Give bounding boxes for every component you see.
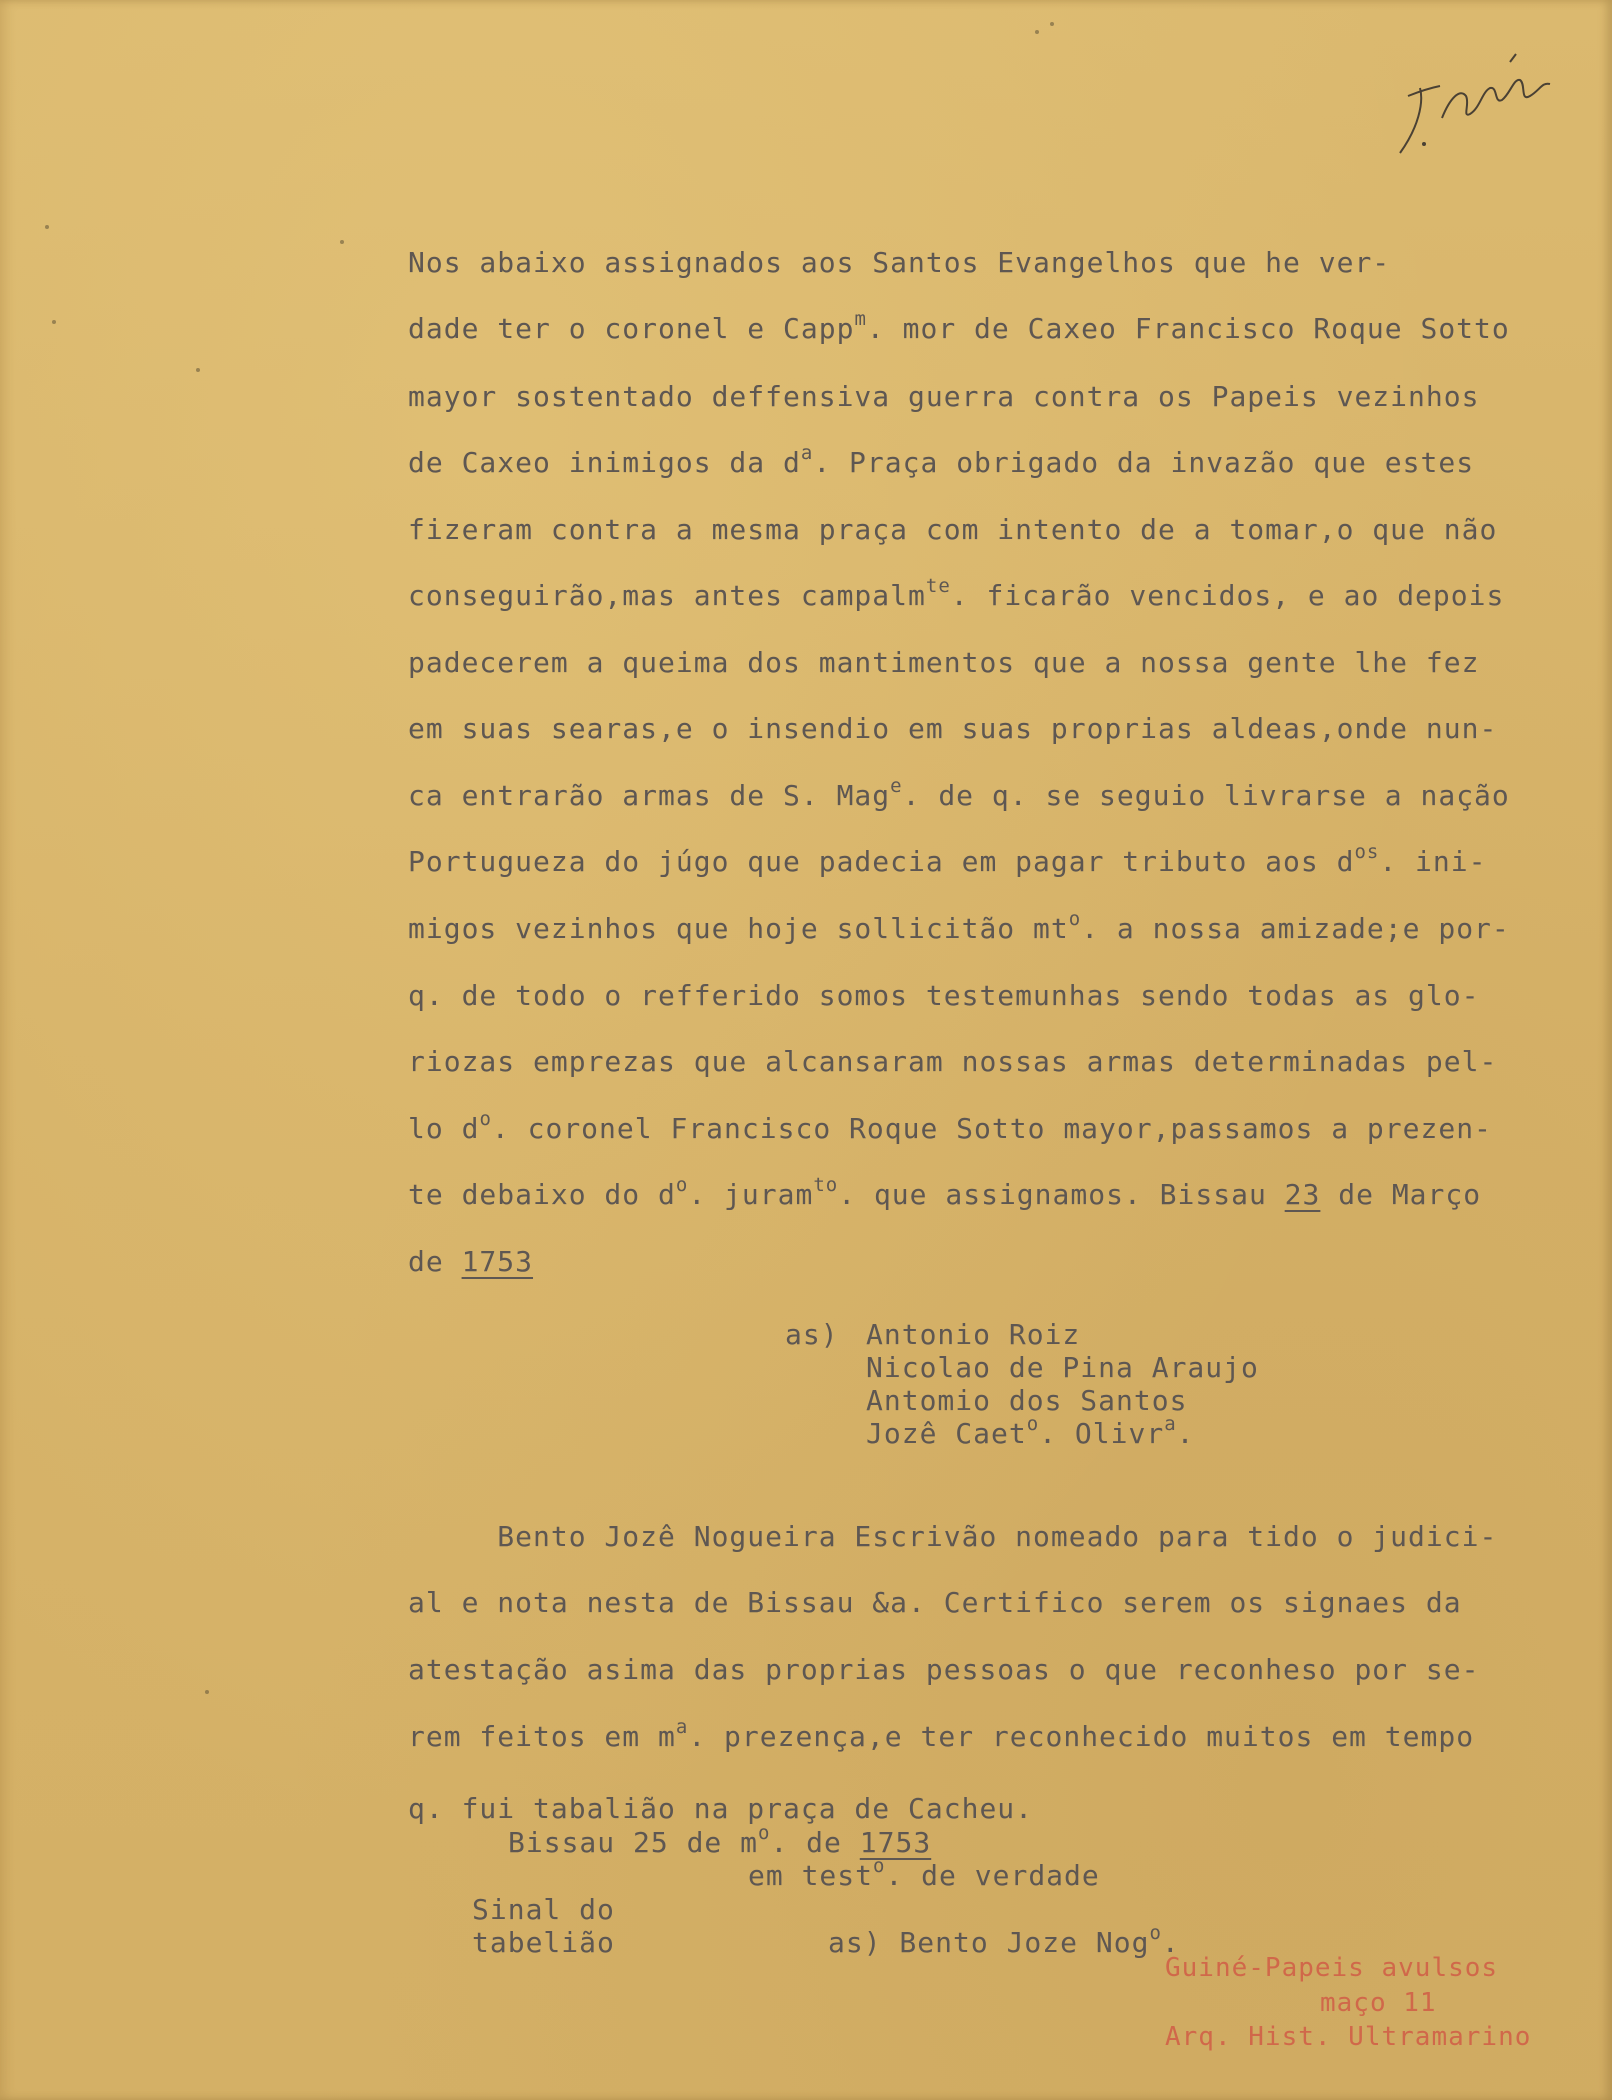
attestation-line: fizeram contra a mesma praça com intento de a tomar,o que não (408, 513, 1498, 546)
paper-speck (196, 368, 200, 372)
certification-line: rem feitos em $m^a$. prezença,e ter reconhecido muitos em tempo (408, 1716, 1475, 1753)
attestation-line: Nos abaixo assignados aos Santos Evangelhos que he ver- (408, 246, 1391, 279)
attestation-line: conseguirão,mas antes campalm$^{te}$. ficarão vencidos, e ao depois (408, 575, 1505, 612)
certification-year: 1753 (859, 1826, 932, 1859)
paper-speck (340, 240, 344, 244)
attestation-line: mayor sostentado deffensiva guerra contra os Papeis vezinhos (408, 380, 1480, 413)
attestation-line: q. de todo o refferido somos testemunhas sendo todas as glo- (408, 979, 1480, 1012)
attestation-line: riozas emprezas que alcansaram nossas armas determinadas pel- (408, 1045, 1498, 1078)
paper-speck (1050, 22, 1054, 26)
attestation-line: de Caxeo inimigos da $d^a$. Praça obrigado da invazão que estes (408, 442, 1475, 479)
attestation-line: ca entrarão armas de S. Mag$^e$. de q. se seguio livrarse a nação (408, 775, 1510, 812)
signatory-name: Nicolao de Pina Araujo (866, 1351, 1259, 1384)
attestation-line: em suas searas,e o insendio em suas proprias aldeas,onde nun- (408, 712, 1498, 745)
seal-label: Sinal do (472, 1893, 615, 1926)
archive-stamp-line: Guiné-Papeis avulsos (1165, 1953, 1499, 1983)
handwritten-initials (1390, 48, 1560, 158)
seal-label: tabelião (472, 1926, 615, 1959)
signatory-name: Antonio Roiz (866, 1318, 1081, 1351)
signatory-name: Jozê Caet$^o$. Olivr$^a$. (866, 1413, 1195, 1450)
signatories-prefix: as) (785, 1318, 839, 1351)
attestation-line: lo $d^o$. coronel Francisco Roque Sotto mayor,passamos a prezen- (408, 1108, 1492, 1145)
attestation-line: Portugueza do júgo que padecia em pagar tributo aos $d^{os}$. ini- (408, 841, 1487, 878)
certification-line: al e nota nesta de Bissau &a. Certifico serem os signaes da (408, 1586, 1462, 1619)
archive-stamp-line: maço 11 (1320, 1988, 1437, 2018)
certification-place-date: Bissau 25 de $m^o$. de 1753 (508, 1822, 932, 1859)
date-month: de Março (1320, 1178, 1482, 1211)
attestation-line: dade ter o coronel e Capp$^m$. mor de Caxeo Francisco Roque Sotto (408, 308, 1510, 345)
attestation-line: padecerem a queima dos mantimentos que a nossa gente lhe fez (408, 646, 1480, 679)
certification-line: Bento Jozê Nogueira Escrivão nomeado para tido o judici- (408, 1520, 1498, 1553)
date-prefix: de (408, 1245, 444, 1278)
certification-line: atestação asima das proprias pessoas o que reconheso por se- (408, 1653, 1480, 1686)
attestation-line (408, 1245, 533, 1278)
signatory-name: Antomio dos Santos (866, 1384, 1188, 1417)
attestation-line: migos vezinhos que hoje sollicitão $mt^o$. a nossa amizade;e por- (408, 908, 1510, 945)
certification-witness: em test$^o$. de verdade (748, 1855, 1100, 1892)
date-year: 1753 (461, 1245, 534, 1278)
archive-stamp-line: Arq. Hist. Ultramarino (1165, 2022, 1532, 2052)
paper-speck (205, 1690, 209, 1694)
paper-speck (1035, 30, 1039, 34)
certification-line: q. fui tabalião na praça de Cacheu. (408, 1792, 1034, 1825)
certification-signer: as) Bento Joze Nog$^o$. (828, 1922, 1180, 1959)
attestation-line: te debaixo do $d^o$. juram$^{to}$. que assignamos. Bissau 23 de Março (408, 1174, 1482, 1211)
date-day: 23 (1284, 1178, 1321, 1211)
